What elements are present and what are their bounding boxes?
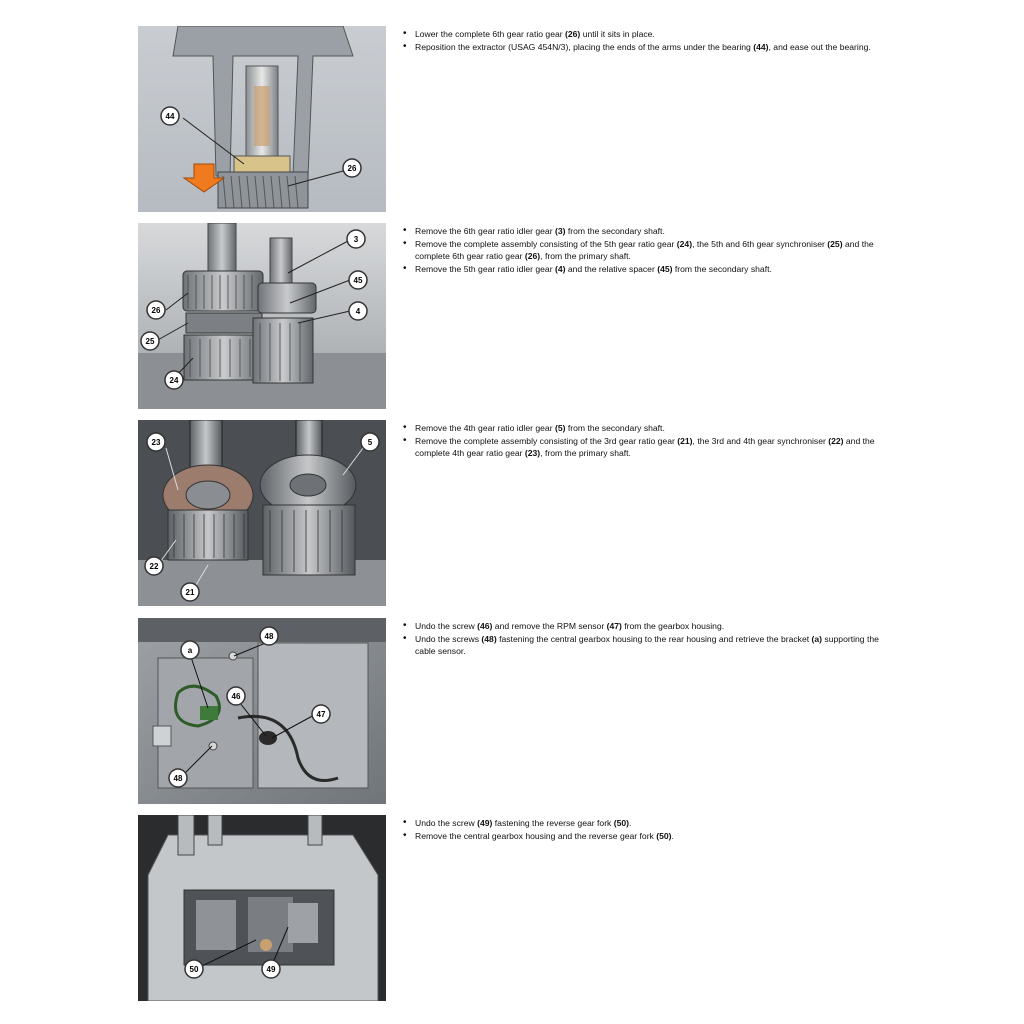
instruction-text: and the relative spacer — [565, 263, 658, 274]
callout-3 — [347, 230, 365, 248]
instruction-text: Remove the 4th gear ratio idler gear — [415, 423, 555, 433]
instruction-bullet — [400, 422, 900, 435]
instruction-text: from the secondary shaft. — [672, 263, 772, 274]
photo-bearing-extraction — [138, 26, 386, 212]
instruction-bullet — [400, 28, 900, 41]
callout-48-top — [260, 627, 278, 645]
part-reference: (22) — [828, 435, 844, 446]
step-5-instructions — [400, 817, 900, 842]
photo-gear-cluster-5th-6th — [138, 223, 386, 409]
instruction-bullet — [400, 633, 900, 658]
part-reference: (3) — [554, 226, 566, 236]
instruction-text: Lower the complete 6th gear ratio gear — [415, 29, 566, 39]
photo-gearbox-housing-sensor — [138, 618, 386, 804]
svg-text:26: 26 — [347, 164, 357, 173]
callout-24 — [165, 371, 183, 389]
svg-text:48: 48 — [264, 632, 274, 641]
svg-text:26: 26 — [151, 306, 161, 315]
part-reference: (44) — [753, 41, 769, 52]
callout-4 — [349, 302, 367, 320]
part-reference: (49) — [477, 818, 493, 828]
instruction-text: from the secondary shaft. — [565, 423, 665, 433]
gear-cluster-illustration — [138, 223, 386, 409]
instruction-text: Reposition the extractor (USAG 454N/3), placing the ends of the arms under the bearing — [415, 41, 754, 52]
gearbox-housing-illustration — [138, 618, 386, 804]
instruction-text: , and ease out the bearing. — [768, 41, 871, 52]
part-reference: (26) — [524, 251, 541, 262]
instruction-bullet — [400, 620, 900, 633]
part-reference: (26) — [565, 29, 581, 39]
part-reference: (25) — [827, 238, 843, 249]
callout-50 — [185, 960, 203, 978]
svg-text:21: 21 — [185, 588, 195, 597]
svg-text:25: 25 — [145, 337, 155, 346]
part-reference: (4) — [554, 263, 566, 274]
callout-22 — [145, 557, 163, 575]
bearing-extraction-illustration — [138, 26, 386, 212]
photo-gear-cluster-3rd-4th — [138, 420, 386, 606]
callout-48-bottom — [169, 769, 187, 787]
instruction-text: Remove the complete assembly consisting of the 5th gear ratio gear — [415, 238, 677, 249]
part-reference: (23) — [524, 448, 541, 459]
instruction-text: and the complete 6th gear ratio gear — [415, 238, 874, 262]
step-3-instructions — [400, 422, 900, 460]
svg-text:45: 45 — [353, 276, 363, 285]
svg-text:22: 22 — [149, 562, 159, 571]
instruction-bullet — [400, 41, 900, 54]
svg-text:23: 23 — [151, 438, 161, 447]
part-reference: (46) — [477, 621, 493, 631]
callout-5 — [361, 433, 379, 451]
instruction-text: supporting the cable sensor. — [415, 633, 879, 657]
instruction-text: Remove the complete assembly consisting of the 3rd gear ratio gear — [415, 435, 678, 446]
callout-49 — [262, 960, 280, 978]
part-reference: (47) — [606, 621, 622, 631]
callout-a — [181, 641, 199, 659]
svg-text:48: 48 — [173, 774, 183, 783]
step-2-instructions — [400, 225, 900, 275]
instruction-bullet — [400, 225, 900, 238]
instruction-bullet — [400, 238, 900, 263]
svg-text:49: 49 — [266, 965, 276, 974]
instruction-bullet — [400, 263, 900, 276]
instruction-text: , from the primary shaft. — [540, 448, 631, 459]
instruction-text: Undo the screw — [415, 818, 478, 828]
svg-text:44: 44 — [165, 112, 175, 121]
step-4-instructions — [400, 620, 900, 658]
callout-21 — [181, 583, 199, 601]
callout-45 — [349, 271, 367, 289]
callout-25 — [141, 332, 159, 350]
svg-text:5: 5 — [367, 438, 373, 447]
step-1-instructions — [400, 28, 900, 53]
instruction-text: Undo the screw — [415, 621, 478, 631]
instruction-bullet — [400, 435, 900, 460]
instruction-text: Undo the screws — [415, 633, 482, 644]
instruction-text: fastening the reverse gear fork — [492, 818, 614, 828]
callout-46 — [227, 687, 245, 705]
part-reference: (5) — [554, 423, 566, 433]
svg-text:46: 46 — [231, 692, 241, 701]
part-reference: (48) — [481, 633, 497, 644]
photo-reverse-gear-fork — [138, 815, 386, 1001]
svg-text:4: 4 — [355, 307, 361, 316]
svg-text:a: a — [187, 646, 193, 655]
part-reference: (a) — [811, 633, 823, 644]
instruction-text: Remove the 6th gear ratio idler gear — [415, 226, 555, 236]
callout-26 — [343, 159, 361, 177]
instruction-text: from the gearbox housing. — [621, 621, 725, 631]
part-reference: (50) — [613, 818, 630, 828]
svg-text:50: 50 — [189, 965, 199, 974]
svg-text:3: 3 — [353, 235, 359, 244]
instruction-text: , from the primary shaft. — [540, 251, 631, 262]
callout-47 — [312, 705, 330, 723]
instruction-text: Remove the 5th gear ratio idler gear — [415, 263, 555, 274]
callout-23 — [147, 433, 165, 451]
part-reference: (50) — [656, 830, 672, 841]
part-reference: (24) — [676, 238, 693, 249]
instruction-bullet — [400, 830, 900, 843]
part-reference: (21) — [677, 435, 693, 446]
instruction-bullet — [400, 817, 900, 830]
svg-text:47: 47 — [316, 710, 326, 719]
instruction-text: and remove the RPM sensor — [492, 621, 607, 631]
reverse-fork-illustration — [138, 815, 386, 1001]
instruction-text: , the 5th and 6th gear synchroniser — [692, 238, 828, 249]
callout-44 — [161, 107, 179, 125]
svg-text:24: 24 — [169, 376, 179, 385]
instruction-text: until it sits in place. — [580, 29, 655, 39]
instruction-text: and the complete 4th gear ratio gear — [415, 435, 875, 459]
instruction-text: , the 3rd and 4th gear synchroniser — [692, 435, 829, 446]
instruction-text: . — [671, 830, 674, 841]
instruction-text: fastening the central gearbox housing to the rear housing and retrieve the bracket — [496, 633, 812, 644]
instruction-text: Remove the central gearbox housing and the reverse gear fork — [415, 830, 657, 841]
callout-26 — [147, 301, 165, 319]
part-reference: (45) — [657, 263, 673, 274]
instruction-text: . — [629, 818, 632, 828]
gear-cluster-3-4-illustration — [138, 420, 386, 606]
instruction-text: from the secondary shaft. — [565, 226, 665, 236]
